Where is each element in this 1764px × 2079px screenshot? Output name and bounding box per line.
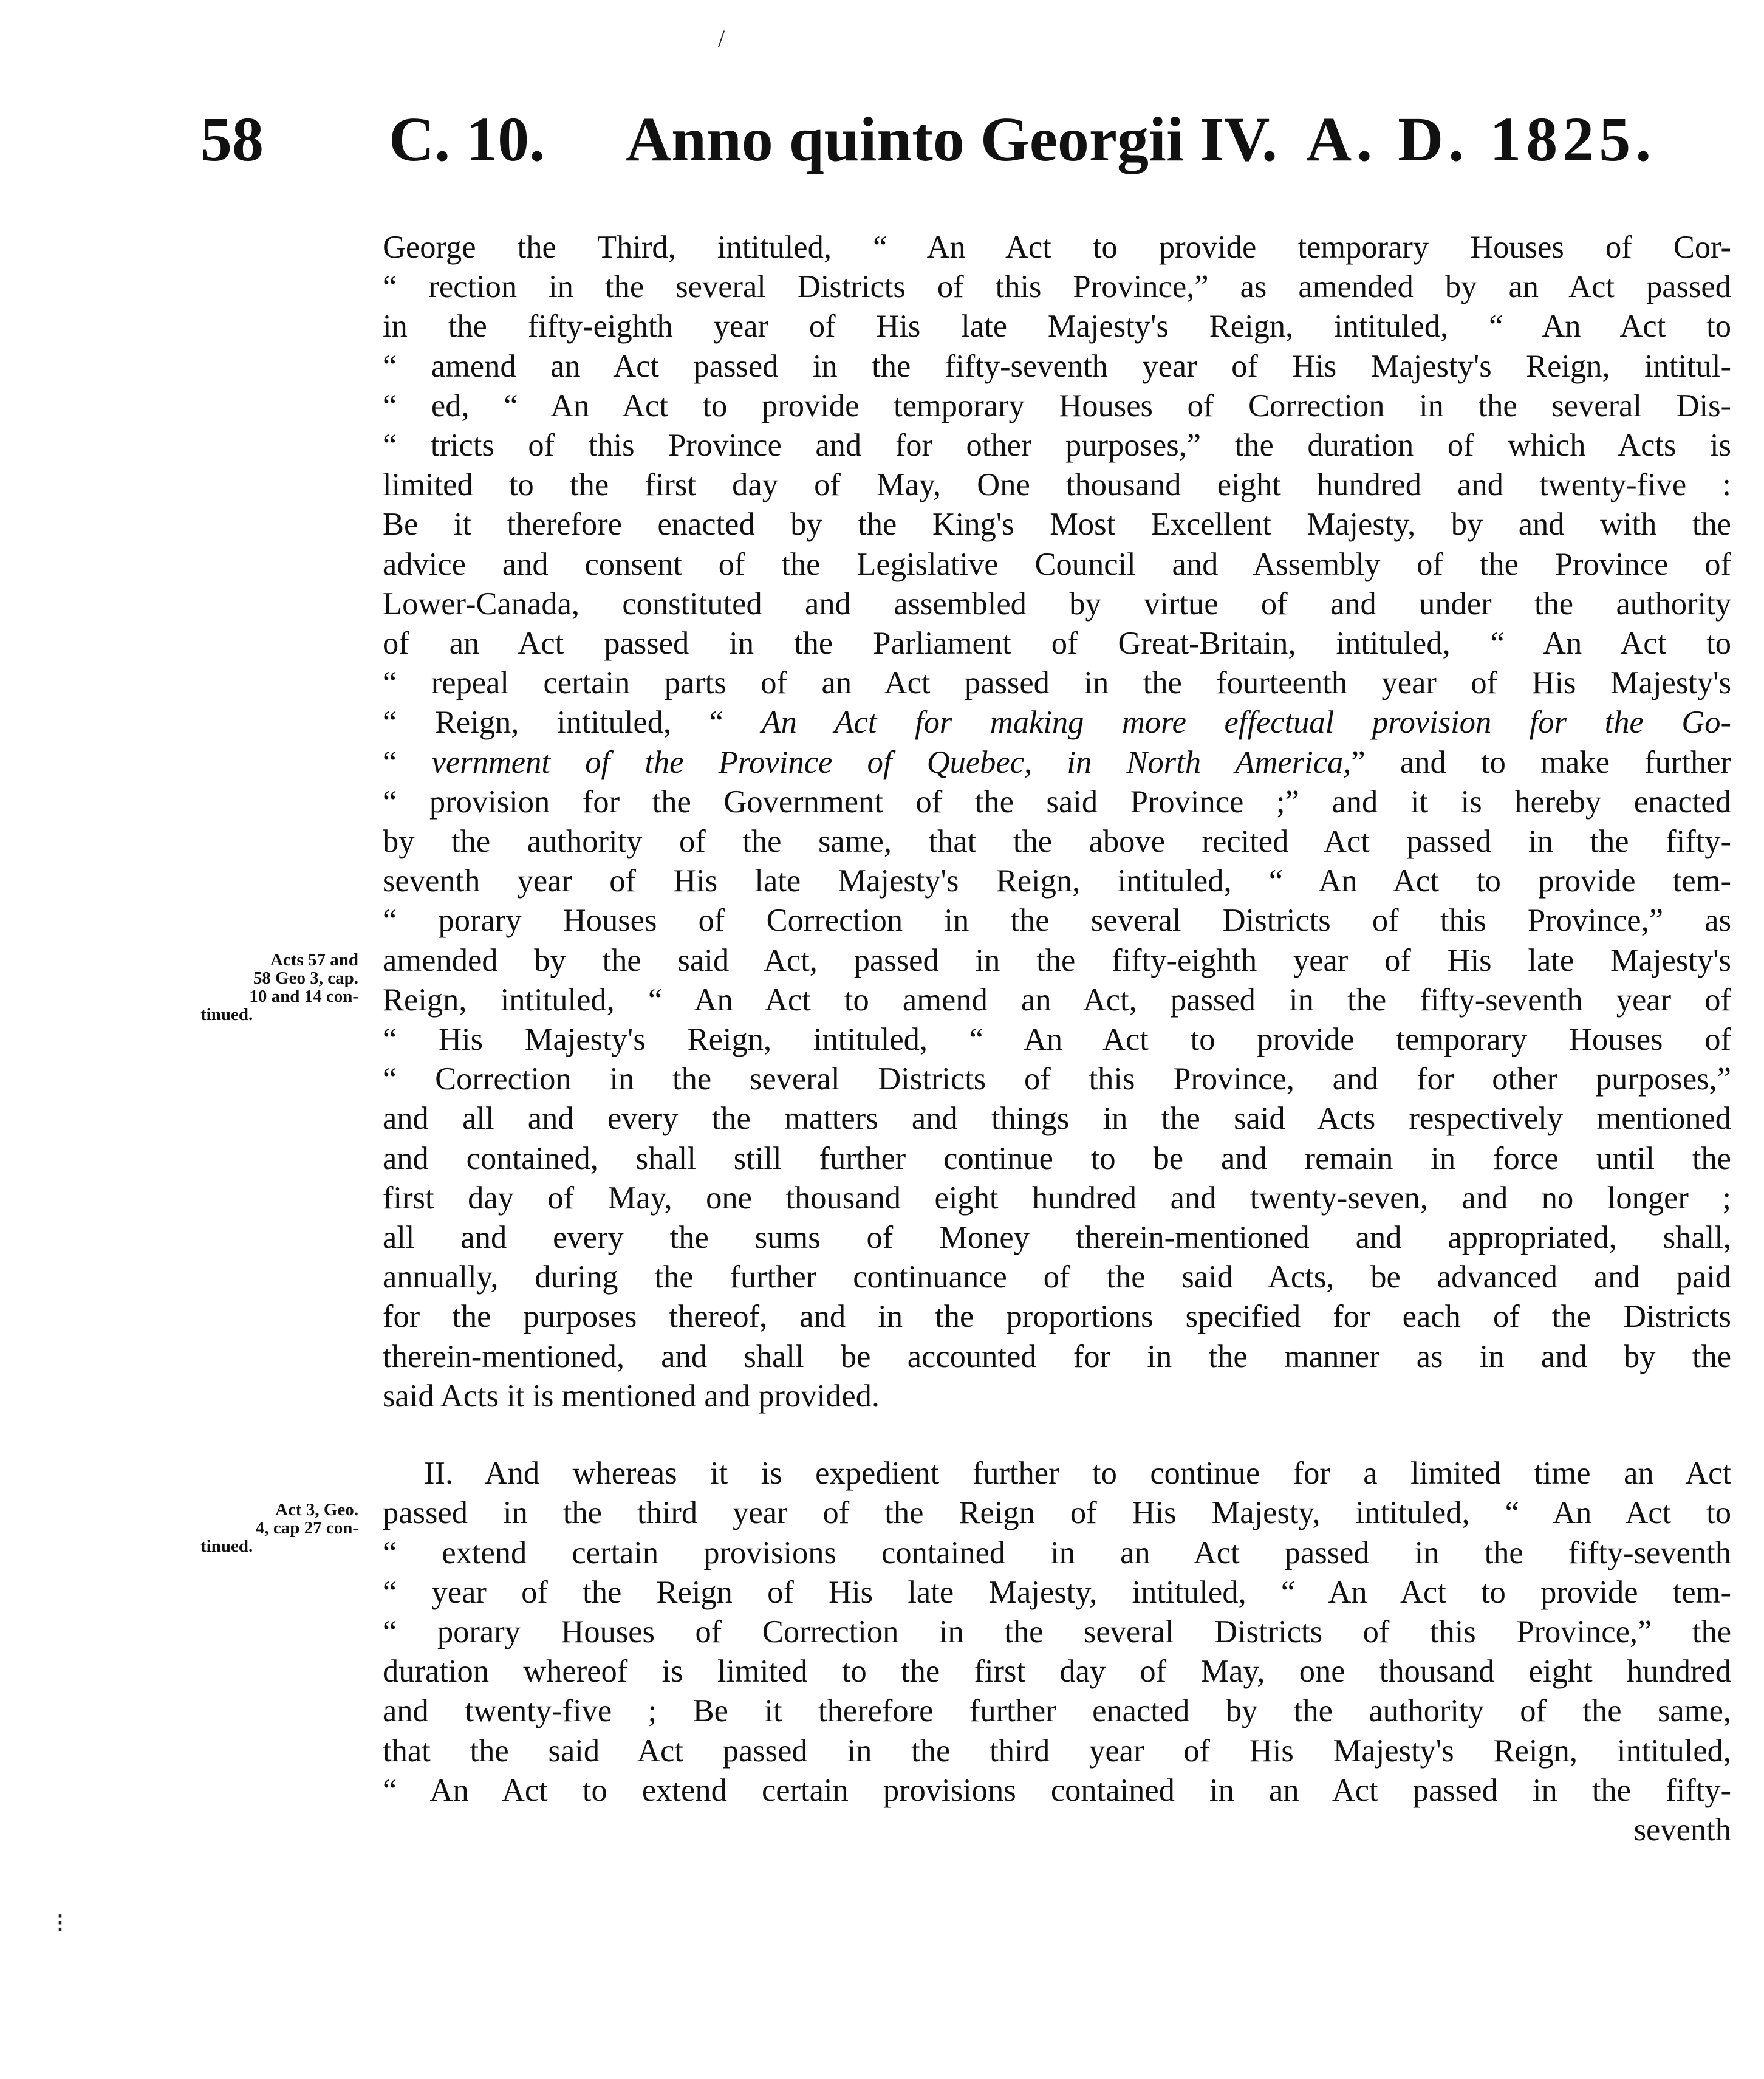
text-line: “ amend an Act passed in the fifty-seventh year of His Majesty's Reign, intitul-: [383, 348, 1731, 384]
text-line: “ porary Houses of Correction in the several Districts of this Province,” as: [383, 903, 1731, 939]
running-header: [200, 103, 1731, 188]
text-line: for the purposes thereof, and in the proportions specified for each of the Districts: [383, 1299, 1731, 1335]
text-line: “ provision for the Government of the said Province ;” and it is hereby enacted: [383, 784, 1731, 820]
catchword-wrap: [383, 1810, 1731, 1850]
text-line: and twenty-five ; Be it therefore further enacted by the authority of the same,: [383, 1693, 1731, 1729]
margin-note-line: Act 3, Geo.: [275, 1500, 358, 1519]
text-line: amended by the said Act, passed in the fifty-eighth year of His late Majesty's: [383, 942, 1731, 978]
text-line: and all and every the matters and things in the said Acts respectively mentioned: [383, 1101, 1731, 1137]
margin-note-acts-57-58: [182, 951, 358, 1024]
text-line: “ year of the Reign of His late Majesty, intituled, “ An Act to provide tem-: [383, 1574, 1731, 1610]
text-line: advice and consent of the Legislative Council and Assembly of the Province of: [383, 546, 1731, 582]
chapter-number: C. 10.: [389, 104, 545, 174]
text-line: “ Correction in the several Districts of this Province, and for other purposes,”: [383, 1061, 1731, 1097]
paragraph-section-ii: [383, 1454, 1731, 1810]
margin-note-line: 58 Geo 3, cap.: [253, 968, 358, 988]
margin-note-line: 4, cap 27 con-: [255, 1518, 358, 1538]
text-line: said Acts it is mentioned and provided.: [383, 1378, 880, 1414]
text-line: seventh year of His late Majesty's Reign, intituled, “ An Act to provide tem-: [383, 863, 1731, 899]
margin-note-line: tinued.: [200, 1005, 253, 1024]
body-text: [383, 228, 1731, 1850]
running-title: Anno quinto Georgii IV.: [626, 104, 1278, 174]
text-line: Be it therefore enacted by the King's Most Excellent Majesty, by and with the: [383, 507, 1731, 543]
text-line: “ repeal certain parts of an Act passed in the fourteenth year of His Majesty's: [383, 665, 1731, 701]
text-line: Lower-Canada, constituted and assembled by virtue of and under the authority: [383, 586, 1731, 622]
stray-mark-top: /: [718, 25, 725, 52]
stray-mark-bottom-left: ⁝: [56, 1908, 64, 1938]
text-line: “ vernment of the Province of Quebec, in North America,” and to make further: [383, 744, 1731, 780]
text-line: duration whereof is limited to the first day of May, one thousand eight hundred: [383, 1654, 1731, 1690]
text-line: in the fifty-eighth year of His late Majesty's Reign, intituled, “ An Act to: [383, 309, 1731, 344]
header-year: A. D. 1825.: [1306, 104, 1656, 174]
text-line: “ rection in the several Districts of this Province,” as amended by an Act passed: [383, 269, 1731, 305]
margin-note-act-3-geo-4: [182, 1501, 358, 1555]
text-line: “ tricts of this Province and for other purposes,” the duration of which Acts is: [383, 428, 1731, 464]
text-line: “ Reign, intituled, “ An Act for making more effectual provision for the Go-: [383, 705, 1731, 741]
margin-note-line: Acts 57 and: [270, 950, 358, 970]
margin-note-line: tinued.: [200, 1536, 253, 1556]
text-line: annually, during the further continuance of the said Acts, be advanced and paid: [383, 1259, 1731, 1295]
text-line: “ ed, “ An Act to provide temporary Houses of Correction in the several Dis-: [383, 388, 1731, 423]
text-line: by the authority of the same, that the above recited Act passed in the fifty-: [383, 824, 1731, 860]
text-line: “ extend certain provisions contained in an Act passed in the fifty-seventh: [383, 1535, 1731, 1570]
catchword: seventh: [1633, 1812, 1731, 1848]
text-line: that the said Act passed in the third year of His Majesty's Reign, intituled,: [383, 1733, 1731, 1769]
paragraph-continuation: [383, 228, 1731, 1416]
text-line: limited to the first day of May, One thousand eight hundred and twenty-five :: [383, 467, 1731, 503]
text-line: II. And whereas it is expedient further to continue for a limited time an Act: [424, 1456, 1731, 1492]
text-line: all and every the sums of Money therein-mentioned and appropriated, shall,: [383, 1220, 1731, 1256]
text-line: passed in the third year of the Reign of His Majesty, intituled, “ An Act to: [383, 1495, 1731, 1531]
text-line: George the Third, intituled, “ An Act to provide temporary Houses of Cor-: [383, 230, 1731, 265]
text-line: first day of May, one thousand eight hundred and twenty-seven, and no longer ;: [383, 1180, 1731, 1216]
text-line: “ His Majesty's Reign, intituled, “ An Act to provide temporary Houses of: [383, 1022, 1731, 1058]
margin-note-line: 10 and 14 con-: [249, 987, 358, 1006]
text-line: “ porary Houses of Correction in the several Districts of this Province,” the: [383, 1614, 1731, 1649]
text-line: therein-mentioned, and shall be accounted for in the manner as in and by the: [383, 1338, 1731, 1374]
text-line: of an Act passed in the Parliament of Great-Britain, intituled, “ An Act to: [383, 626, 1731, 662]
text-line: and contained, shall still further continue to be and remain in force until the: [383, 1140, 1731, 1176]
text-line: “ An Act to extend certain provisions contained in an Act passed in the fifty-: [383, 1772, 1731, 1808]
page-number: 58: [200, 104, 264, 174]
text-line: Reign, intituled, “ An Act to amend an Act, passed in the fifty-seventh year of: [383, 982, 1731, 1018]
